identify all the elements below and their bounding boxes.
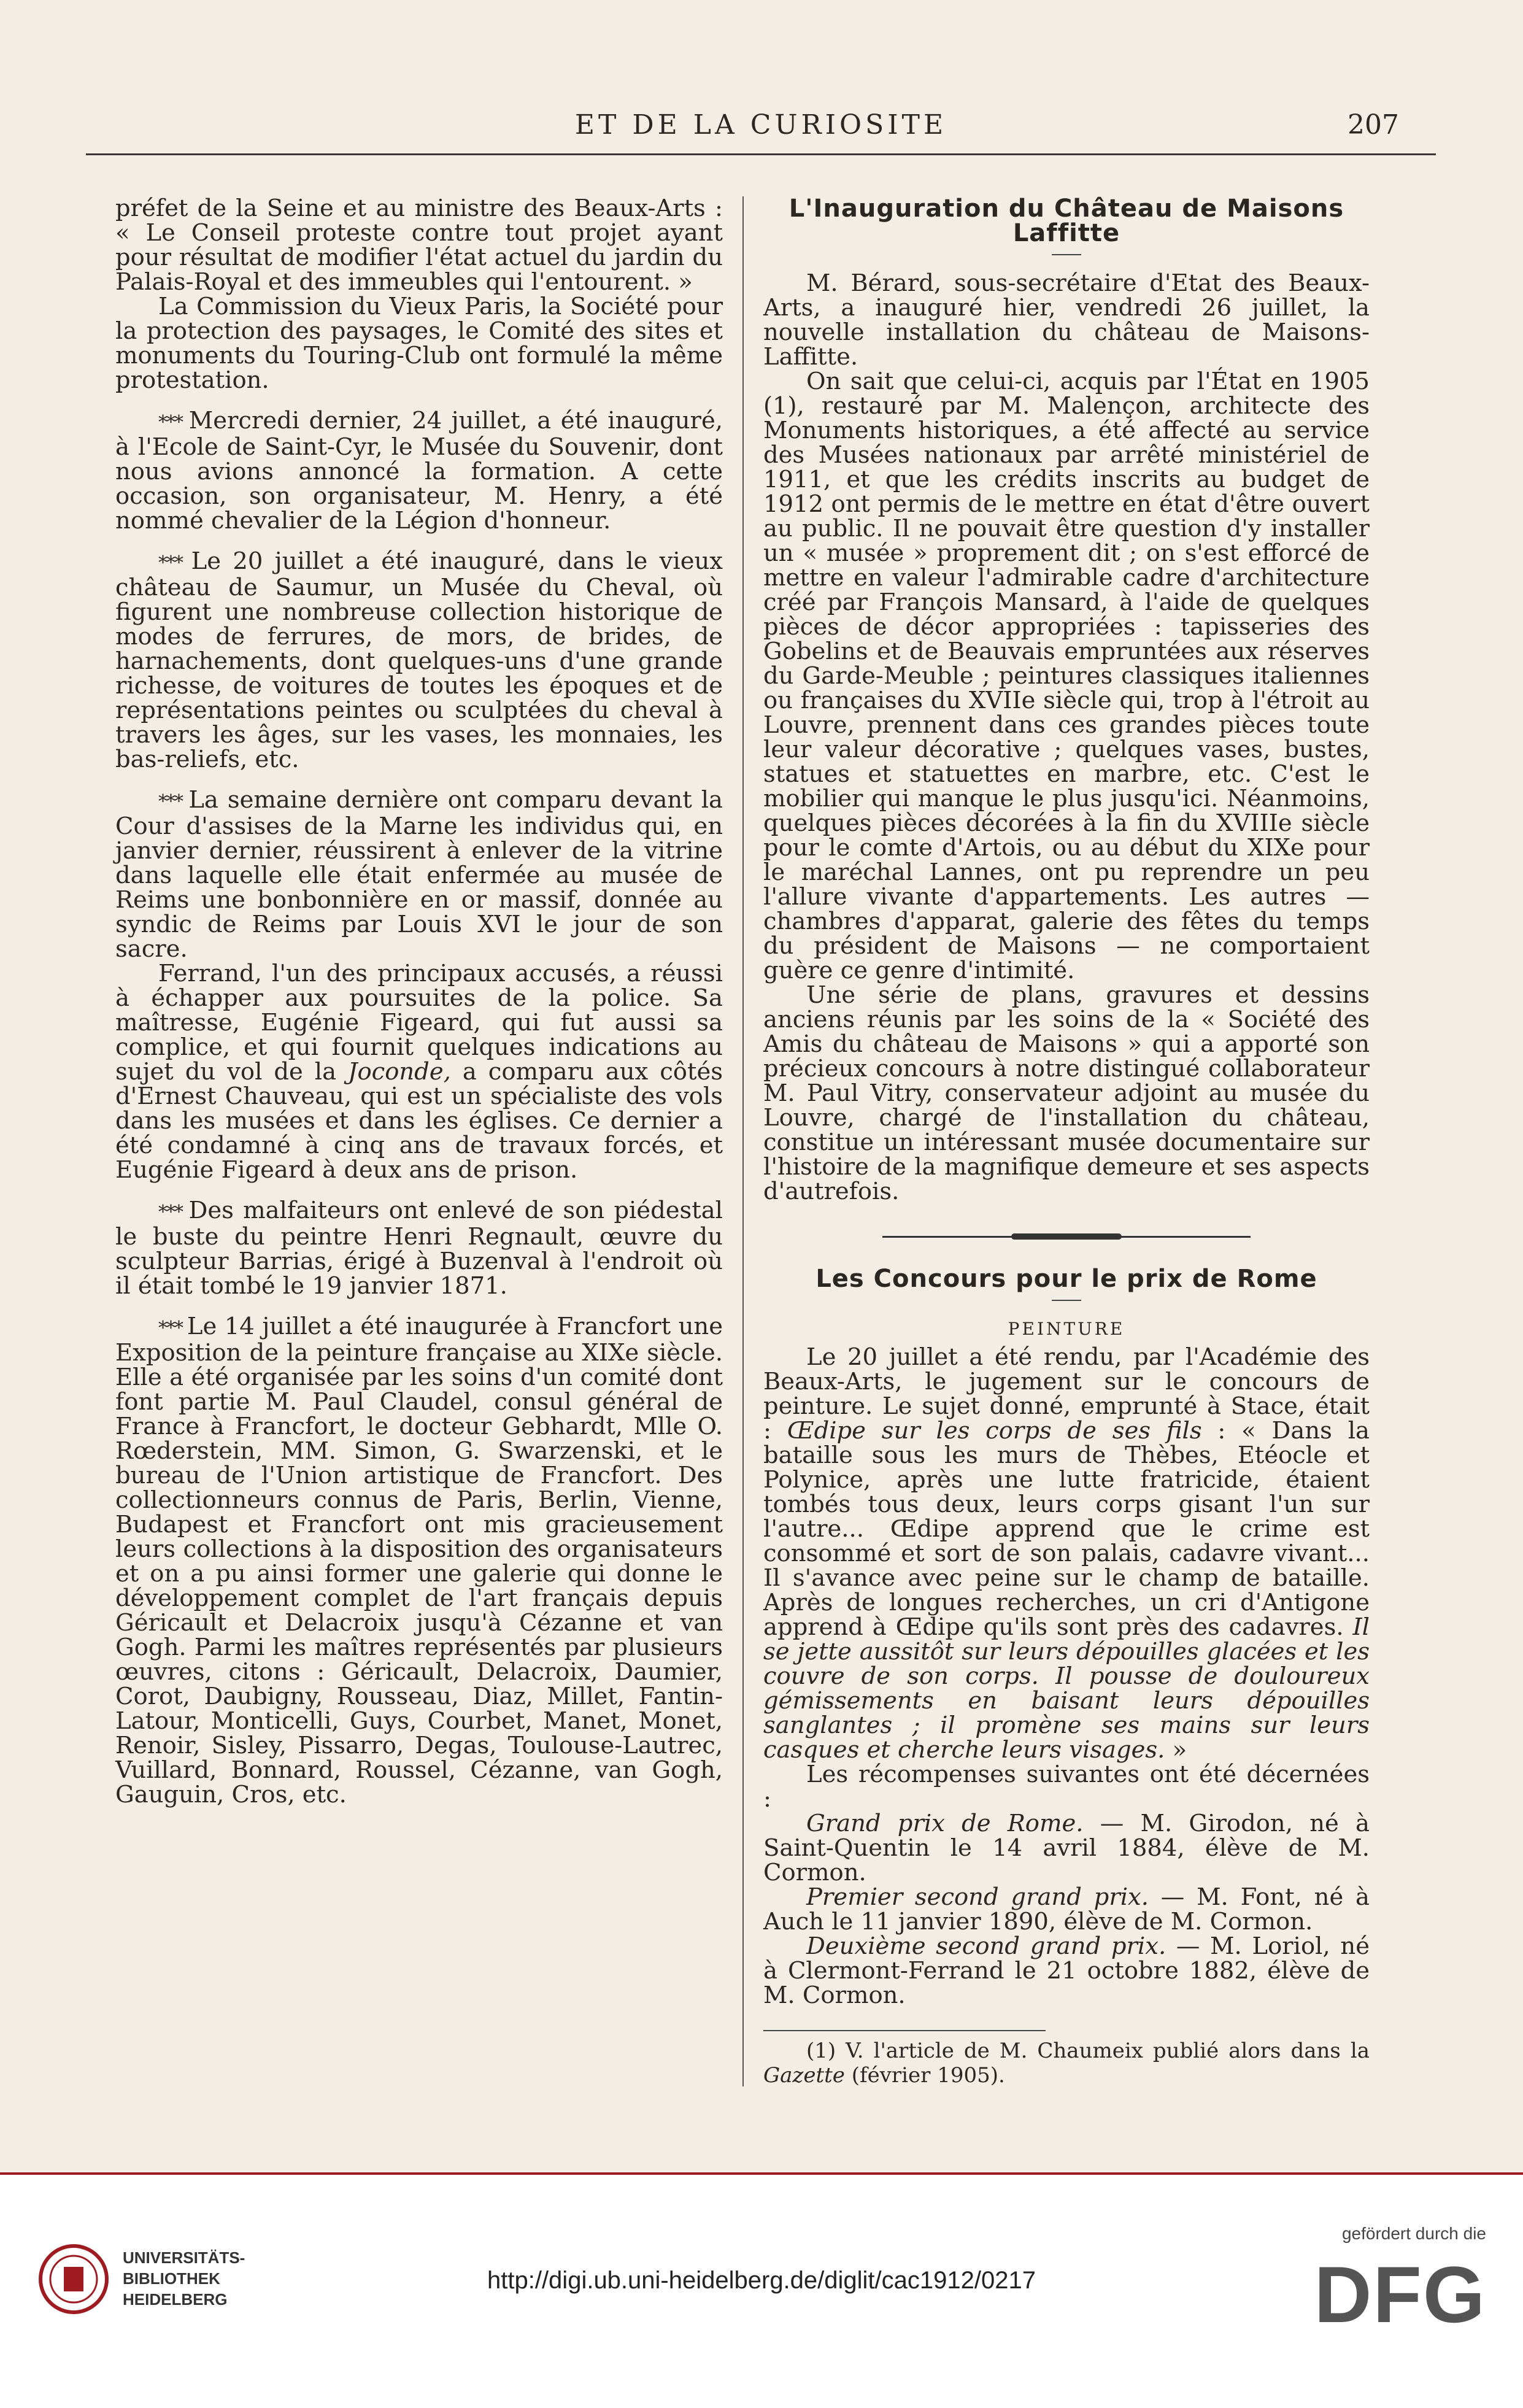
news-item	[115, 788, 723, 962]
institution-line: HEIDELBERG	[123, 2290, 228, 2309]
running-title: ET DE LA CURIOSITE	[574, 109, 947, 141]
footnote-rule	[763, 2030, 1046, 2031]
funder-caption: gefördert durch die	[1341, 2224, 1486, 2243]
news-item	[115, 549, 723, 772]
paragraph: Une série de plans, gravures et dessins anciens réunis par les soins de la « Société des Amis du château de Maisons » qui a apporté son précieux concours à notre distingué collaborateur M. Paul Vitry, conservateur adjoint au musée du Louvre, chargé de l'installation du château, constitue un intéressant musée documentaire sur l'histoire de la magnifique demeure et ses aspects d'autrefois.	[763, 981, 1370, 1205]
text-span: »	[1165, 1736, 1187, 1764]
italic-title: Gazette	[763, 2063, 845, 2088]
short-rule	[1052, 254, 1081, 255]
text-span: : « Dans la bataille sous les murs de Thèbes, Etéocle et Polynice, après une lutte fratricide, étaient tombés tous deux, leurs corps gisant l'un sur l'autre... Œdipe apprend que le crime est consommé et sort de son palais, cadavre vivant... Il s'avance avec peine sur le champ de bataille. Après de longues recherches, un cri d'Antigone apprend à Œdipe qu'ils sont près des cadavres.	[763, 1417, 1370, 1641]
paragraph: Les récompenses suivantes ont été décernées :	[763, 1761, 1370, 1813]
left-column	[115, 196, 723, 1807]
column-divider	[742, 196, 744, 2086]
award-item	[763, 1812, 1370, 1885]
italic-quote: Il se jette aussitôt sur leurs dépouilles glacées et les couvre de son corps. Il pousse de douloureux gémissements en baisant leurs dépouilles sanglantes ; il promène ses mains sur leurs casques et cherche leurs visages.	[763, 1613, 1370, 1764]
news-text: Mercredi dernier, 24 juillet, a été inauguré, à l'Ecole de Saint-Cyr, le Musée du Souvenir, dont nous avions annoncé la formation. A cette occasion, son organisateur, M. Henry, a été nommé chevalier de la Légion d'honneur.	[115, 407, 723, 534]
award-name: Deuxième second grand prix.	[806, 1932, 1166, 1960]
news-text: La semaine dernière ont comparu devant la Cour d'assises de la Marne les individus qui, en janvier dernier, réussirent à enlever de la vitrine dans laquelle elle était enfermée au musée de Reims une bonbonnière en or massif, donnée au syndic de Reims par Louis XVI le jour de son sacre.	[115, 786, 723, 963]
page-number: 207	[1348, 109, 1399, 141]
award-text: — M. Font, né à Auch le 11 janvier 1890, élève de M. Cormon.	[763, 1883, 1370, 1935]
asterism: ***	[158, 791, 189, 812]
institution-line: UNIVERSITÄTS-	[123, 2248, 245, 2267]
award-name: Grand prix de Rome.	[806, 1810, 1084, 1837]
news-item	[115, 1198, 723, 1299]
paragraph: préfet de la Seine et au ministre des Beaux-Arts : « Le Conseil proteste contre tout projet ayant pour résultat de modifier l'état actuel du jardin du Palais-Royal et des immeubles qui l'entourent. »	[115, 195, 723, 296]
news-item	[115, 1314, 723, 1807]
ornamental-divider	[882, 1233, 1251, 1240]
news-item	[115, 409, 723, 533]
text-span: Ferrand, l'un des principaux accusés, a réussi à échapper aux poursuites de la police. Sa maîtresse, Eugénie Figeard, qui fut aussi sa complice, et qui fournit quelques indications au sujet du vol de la	[115, 960, 723, 1086]
asterism: ***	[158, 412, 189, 433]
award-text: — M. Girodon, né à Saint-Quentin le 14 avril 1884, élève de M. Cormon.	[763, 1810, 1370, 1886]
text-span: a comparu aux côtés d'Ernest Chauveau, qui est un spécialiste des vols dans les musées et dans les églises. Ce dernier a été condamné à cinq ans de travaux forcés, et Eugénie Figeard à deux ans de prison.	[115, 1058, 723, 1184]
news-text: Des malfaiteurs ont enlevé de son piédestal le buste du peintre Henri Regnault, œuvre du sculpteur Barrias, érigé à Buzenval à l'endroit où il était tombé le 19 janvier 1871.	[115, 1197, 723, 1300]
asterism: ***	[158, 552, 191, 574]
asterism: ***	[158, 1318, 187, 1339]
award-text: — M. Loriol, né à Clermont-Ferrand le 21 octobre 1882, élève de M. Cormon.	[763, 1932, 1370, 2009]
permalink[interactable]: http://digi.ub.uni-heidelberg.de/diglit/cac1912/0217	[487, 2267, 1036, 2294]
institution-line: BIBLIOTHEK	[123, 2269, 220, 2288]
asterism: ***	[158, 1202, 189, 1223]
award-item	[763, 1934, 1370, 2008]
footnote	[763, 2039, 1370, 2088]
paragraph: On sait que celui-ci, acquis par l'État en 1905 (1), restauré par M. Malençon, architecte des Monuments historiques, a été affecté au service des Musées nationaux par arrêté ministériel de 1911, et que les crédits inscrits au budget de 1912 ont permis de le mettre en état d'être ouvert au public. Il ne pouvait être question d'y installer un « musée » proprement dit ; on s'est efforcé de mettre en valeur l'admirable cadre d'architecture créé par François Mansard, à l'aide de quelques pièces de décor appropriées : tapisseries des Gobelins et de Beauvais empruntées aux réserves du Garde-Meuble ; peintures classiques italiennes ou françaises du XVIIe siècle qui, trop à l'étroit au Louvre, prennent dans ces grandes pièces toute leur valeur décorative ; quelques vases, bustes, statues et statuettes en marbre, etc. C'est le mobilier qui manque le plus jusqu'ici. Néanmoins, quelques pièces décorées à la fin du XVIIIe siècle pour le comte d'Artois, ou au début du XIXe pour le maréchal Lannes, ont pu reprendre un peu l'allure vivante d'appartements. Les autres — chambres d'apparat, galerie des fêtes du temps du président de Maisons — ne comportaient guère ce genre d'intimité.	[763, 368, 1370, 984]
subheading: PEINTURE	[1008, 1319, 1125, 1339]
section-title: L'Inauguration du Château de Maisons Laffitte	[788, 195, 1344, 247]
italic-title: Joconde,	[348, 1058, 451, 1086]
news-text: Le 20 juillet a été inauguré, dans le vieux château de Saumur, un Musée du Cheval, où figurent une nombreuse collection historique de modes de ferrures, de mors, de brides, de harnachements, dont quelques-uns d'une grande richesse, de voitures de toutes les époques et de représentations peintes ou sculptées du cheval à travers les âges, sur les vases, les monnaies, les bas-reliefs, etc.	[115, 547, 723, 773]
running-head	[86, 103, 1436, 146]
paragraph: La Commission du Vieux Paris, la Société pour la protection des paysages, le Comité des sites et monuments du Touring-Club ont formulé la même protestation.	[115, 293, 723, 394]
news-text: Le 14 juillet a été inaugurée à Francfort une Exposition de la peinture française au XIXe siècle. Elle a été organisée par les soins d'un comité dont font partie M. Paul Claudel, consul général de France à Francfort, le docteur Gebhardt, Mlle O. Rœderstein, MM. Simon, G. Swarzenski, et le bureau de l'Union artistique de Francfort. Des collectionneurs connus de Paris, Berlin, Vienne, Budapest et Francfort ont mis gracieusement leurs collections à la disposition des organisateurs et on a pu ainsi former une galerie qui donne le développement complet de l'art français depuis Géricault et Delacroix jusqu'à Cézanne et van Gogh. Parmi les maîtres représentés par plusieurs œuvres, citons : Géricault, Delacroix, Daumier, Corot, Daubigny, Rousseau, Diaz, Millet, Fantin-Latour, Monticelli, Guys, Courbet, Manet, Monet, Renoir, Sisley, Pissarro, Degas, Toulouse-Lautrec, Vuillard, Bonnard, Roussel, Cézanne, van Gogh, Gauguin, Cros, etc.	[115, 1313, 723, 1808]
right-column	[763, 196, 1370, 2088]
award-item	[763, 1885, 1370, 1934]
dfg-logo: DFG	[1314, 2250, 1486, 2339]
text-span: Le 20 juillet a été rendu, par l'Académie des Beaux-Arts, le jugement sur le concours de peinture. Le sujet donné, emprunté à Stace, était :	[763, 1343, 1370, 1445]
text-span: (février 1905).	[844, 2063, 1005, 2088]
short-rule	[1052, 1300, 1081, 1301]
text-span: (1) V. l'article de M. Chaumeix publié alors dans la	[806, 2039, 1370, 2063]
section-title: Les Concours pour le prix de Rome	[815, 1265, 1317, 1293]
paragraph	[763, 1345, 1370, 1762]
paragraph: M. Bérard, sous-secrétaire d'Etat des Beaux-Arts, a inauguré hier, vendredi 26 juillet, la nouvelle installation du château de Maisons-Laffitte.	[763, 269, 1370, 371]
digitization-footer	[0, 2172, 1523, 2408]
italic-title: Œdipe sur les corps de ses fils	[787, 1417, 1202, 1445]
award-name: Premier second grand prix.	[806, 1883, 1149, 1911]
header-rule	[86, 153, 1436, 155]
paragraph	[115, 962, 723, 1183]
